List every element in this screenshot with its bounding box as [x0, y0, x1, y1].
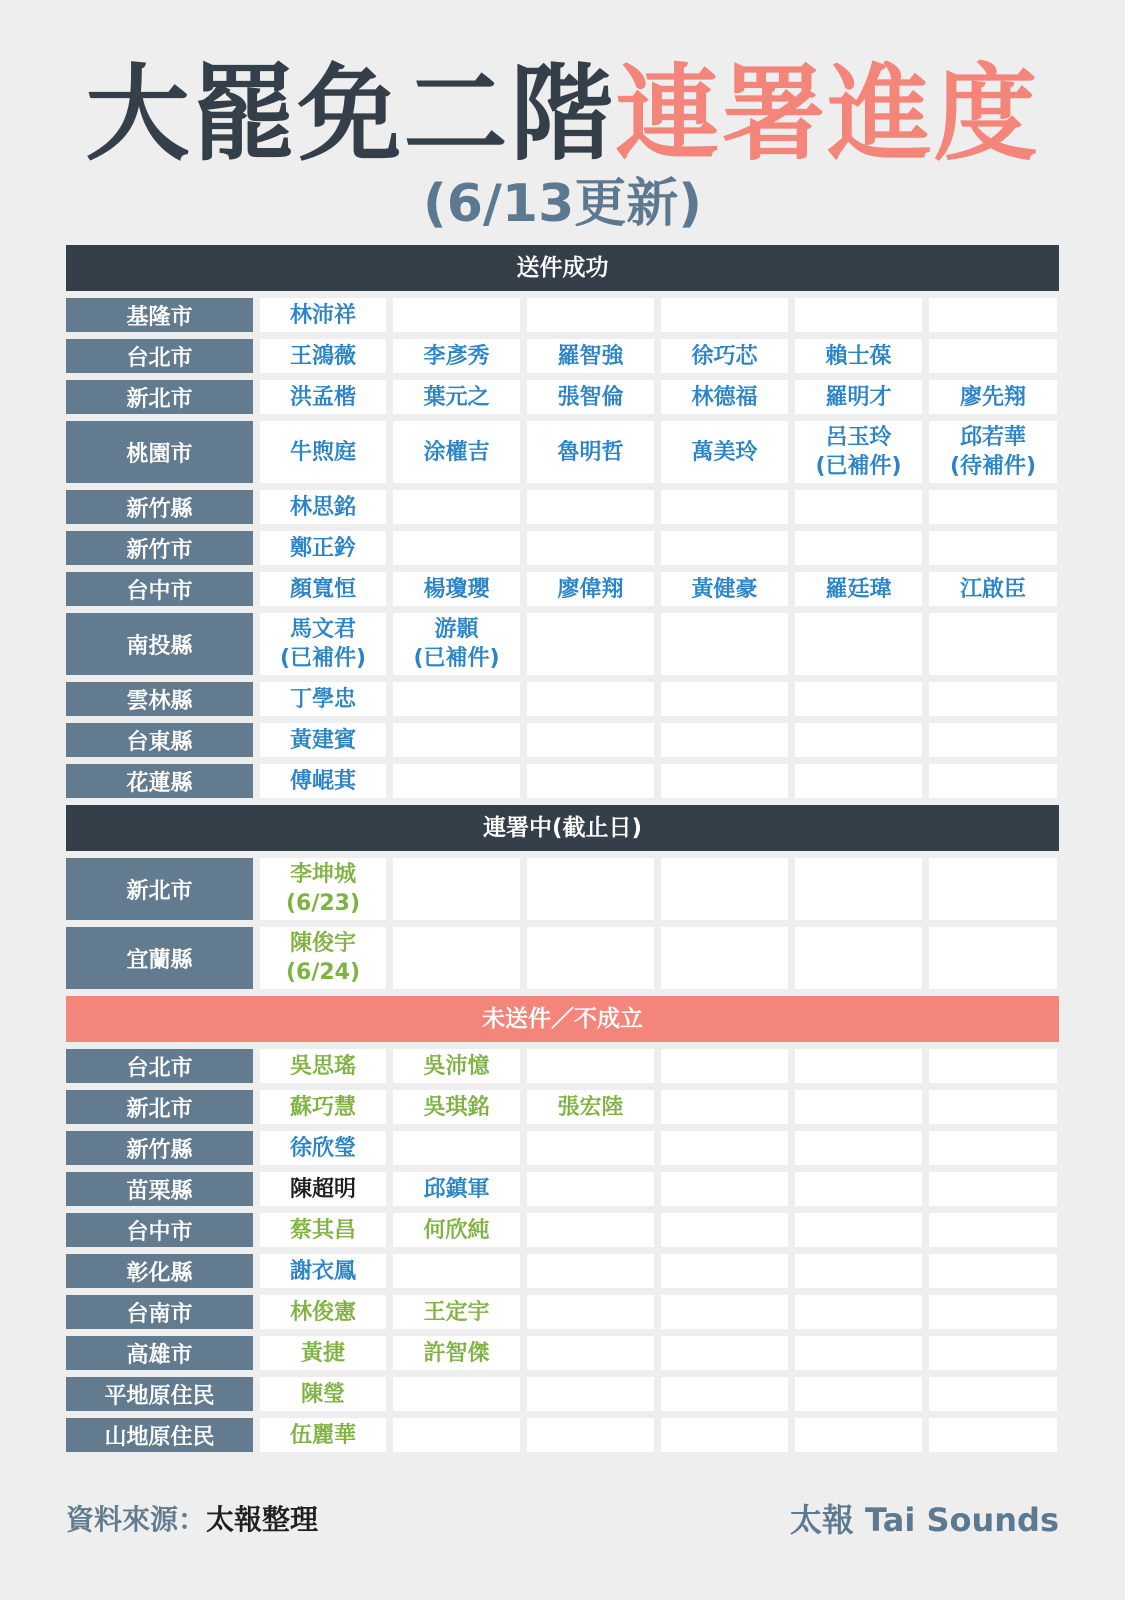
legislator-name-cell: 游顥 (已補件) — [393, 613, 520, 675]
empty-cell — [929, 339, 1057, 373]
empty-cell — [795, 723, 922, 757]
legislator-name-cell: 羅明才 — [795, 380, 922, 414]
empty-cell — [929, 927, 1057, 989]
section-header: 送件成功 — [66, 245, 1059, 291]
table-row — [66, 858, 1059, 920]
empty-cell — [527, 927, 654, 989]
title-part-1: 大罷免二階 — [85, 53, 616, 175]
empty-cell — [929, 1049, 1057, 1083]
empty-cell — [795, 1295, 922, 1329]
empty-cell — [929, 1172, 1057, 1206]
legislator-name-cell: 林思銘 — [260, 490, 386, 524]
empty-cell — [527, 1213, 654, 1247]
table-row — [66, 339, 1059, 373]
table-row — [66, 1336, 1059, 1370]
region-label: 雲林縣 — [66, 682, 253, 716]
table-row — [66, 1131, 1059, 1165]
progress-table — [66, 245, 1059, 1459]
brand-logo: 太報 Tai Sounds — [789, 1501, 1059, 1539]
empty-cell — [929, 613, 1057, 675]
table-row — [66, 380, 1059, 414]
legislator-name-cell: 陳瑩 — [260, 1377, 386, 1411]
legislator-name-cell: 丁學忠 — [260, 682, 386, 716]
region-label: 新北市 — [66, 1090, 253, 1124]
empty-cell — [527, 298, 654, 332]
legislator-name-cell: 吳琪銘 — [393, 1090, 520, 1124]
legislator-name-cell: 張智倫 — [527, 380, 654, 414]
legislator-name-cell: 張宏陸 — [527, 1090, 654, 1124]
region-label: 桃園市 — [66, 421, 253, 483]
legislator-name-cell: 伍麗華 — [260, 1418, 386, 1452]
empty-cell — [527, 613, 654, 675]
empty-cell — [661, 1172, 788, 1206]
table-row — [66, 1377, 1059, 1411]
empty-cell — [527, 1377, 654, 1411]
empty-cell — [393, 723, 520, 757]
empty-cell — [929, 1377, 1057, 1411]
legislator-name-cell: 王鴻薇 — [260, 339, 386, 373]
empty-cell — [795, 682, 922, 716]
empty-cell — [661, 1254, 788, 1288]
legislator-name-cell: 徐巧芯 — [661, 339, 788, 373]
empty-cell — [393, 858, 520, 920]
empty-cell — [929, 1213, 1057, 1247]
empty-cell — [795, 1049, 922, 1083]
region-label: 平地原住民 — [66, 1377, 253, 1411]
source-note — [66, 1500, 318, 1540]
table-row — [66, 490, 1059, 524]
legislator-name-cell: 李彥秀 — [393, 339, 520, 373]
legislator-name-cell: 蔡其昌 — [260, 1213, 386, 1247]
empty-cell — [527, 723, 654, 757]
legislator-name-cell: 黃建賓 — [260, 723, 386, 757]
legislator-name-cell: 楊瓊瓔 — [393, 572, 520, 606]
empty-cell — [527, 1172, 654, 1206]
region-label: 基隆市 — [66, 298, 253, 332]
empty-cell — [661, 531, 788, 565]
empty-cell — [795, 1213, 922, 1247]
empty-cell — [661, 490, 788, 524]
legislator-name-cell: 傅崐萁 — [260, 764, 386, 798]
table-row — [66, 1295, 1059, 1329]
empty-cell — [929, 723, 1057, 757]
empty-cell — [393, 1131, 520, 1165]
empty-cell — [661, 1336, 788, 1370]
empty-cell — [661, 1090, 788, 1124]
legislator-name-cell: 江啟臣 — [929, 572, 1057, 606]
legislator-name-cell: 林俊憲 — [260, 1295, 386, 1329]
table-row — [66, 1254, 1059, 1288]
legislator-name-cell: 黃健豪 — [661, 572, 788, 606]
legislator-name-cell: 邱若華 (待補件) — [929, 421, 1057, 483]
empty-cell — [527, 1254, 654, 1288]
legislator-name-cell: 廖偉翔 — [527, 572, 654, 606]
empty-cell — [661, 1049, 788, 1083]
empty-cell — [929, 1131, 1057, 1165]
source-label: 資料來源： — [66, 1503, 207, 1536]
table-row — [66, 613, 1059, 675]
legislator-name-cell: 謝衣鳳 — [260, 1254, 386, 1288]
legislator-name-cell: 徐欣瑩 — [260, 1131, 386, 1165]
region-label: 台北市 — [66, 1049, 253, 1083]
empty-cell — [929, 1254, 1057, 1288]
region-label: 台中市 — [66, 1213, 253, 1247]
legislator-name-cell: 羅廷瑋 — [795, 572, 922, 606]
empty-cell — [929, 1090, 1057, 1124]
table-row — [66, 927, 1059, 989]
legislator-name-cell: 萬美玲 — [661, 421, 788, 483]
legislator-name-cell: 邱鎮軍 — [393, 1172, 520, 1206]
region-label: 新竹縣 — [66, 1131, 253, 1165]
empty-cell — [795, 298, 922, 332]
legislator-name-cell: 涂權吉 — [393, 421, 520, 483]
title-part-2: 連署進度 — [615, 53, 1040, 175]
empty-cell — [393, 1377, 520, 1411]
empty-cell — [393, 531, 520, 565]
empty-cell — [795, 1172, 922, 1206]
empty-cell — [527, 858, 654, 920]
empty-cell — [661, 764, 788, 798]
empty-cell — [661, 858, 788, 920]
empty-cell — [929, 1295, 1057, 1329]
region-label: 台東縣 — [66, 723, 253, 757]
table-row — [66, 298, 1059, 332]
table-row — [66, 1418, 1059, 1452]
region-label: 彰化縣 — [66, 1254, 253, 1288]
empty-cell — [661, 613, 788, 675]
region-label: 新北市 — [66, 380, 253, 414]
legislator-name-cell: 吳沛憶 — [393, 1049, 520, 1083]
empty-cell — [795, 1090, 922, 1124]
legislator-name-cell: 賴士葆 — [795, 339, 922, 373]
table-row — [66, 421, 1059, 483]
empty-cell — [661, 927, 788, 989]
legislator-name-cell: 陳俊宇 (6/24) — [260, 927, 386, 989]
region-label: 宜蘭縣 — [66, 927, 253, 989]
empty-cell — [393, 1418, 520, 1452]
legislator-name-cell: 林德福 — [661, 380, 788, 414]
region-label: 新竹縣 — [66, 490, 253, 524]
empty-cell — [527, 531, 654, 565]
empty-cell — [929, 298, 1057, 332]
empty-cell — [795, 490, 922, 524]
empty-cell — [795, 1254, 922, 1288]
legislator-name-cell: 魯明哲 — [527, 421, 654, 483]
section-header: 未送件／不成立 — [66, 996, 1059, 1042]
empty-cell — [929, 1418, 1057, 1452]
empty-cell — [795, 927, 922, 989]
legislator-name-cell: 吳思瑤 — [260, 1049, 386, 1083]
empty-cell — [929, 1336, 1057, 1370]
empty-cell — [795, 1336, 922, 1370]
empty-cell — [929, 682, 1057, 716]
empty-cell — [393, 298, 520, 332]
legislator-name-cell: 呂玉玲 (已補件) — [795, 421, 922, 483]
region-label: 苗栗縣 — [66, 1172, 253, 1206]
empty-cell — [661, 1418, 788, 1452]
region-label: 新北市 — [66, 858, 253, 920]
empty-cell — [527, 1418, 654, 1452]
table-row — [66, 531, 1059, 565]
empty-cell — [661, 723, 788, 757]
empty-cell — [527, 682, 654, 716]
table-row — [66, 682, 1059, 716]
empty-cell — [527, 764, 654, 798]
legislator-name-cell: 馬文君 (已補件) — [260, 613, 386, 675]
empty-cell — [929, 764, 1057, 798]
region-label: 台南市 — [66, 1295, 253, 1329]
legislator-name-cell: 李坤城 (6/23) — [260, 858, 386, 920]
empty-cell — [527, 1336, 654, 1370]
empty-cell — [661, 298, 788, 332]
region-label: 台北市 — [66, 339, 253, 373]
legislator-name-cell: 鄭正鈐 — [260, 531, 386, 565]
region-label: 南投縣 — [66, 613, 253, 675]
region-label: 高雄市 — [66, 1336, 253, 1370]
empty-cell — [795, 531, 922, 565]
empty-cell — [661, 1377, 788, 1411]
empty-cell — [527, 1295, 654, 1329]
empty-cell — [661, 682, 788, 716]
region-label: 花蓮縣 — [66, 764, 253, 798]
legislator-name-cell: 許智傑 — [393, 1336, 520, 1370]
table-row — [66, 764, 1059, 798]
legislator-name-cell: 林沛祥 — [260, 298, 386, 332]
legislator-name-cell: 陳超明 — [260, 1172, 386, 1206]
legislator-name-cell: 廖先翔 — [929, 380, 1057, 414]
empty-cell — [393, 764, 520, 798]
region-label: 新竹市 — [66, 531, 253, 565]
empty-cell — [661, 1213, 788, 1247]
legislator-name-cell: 葉元之 — [393, 380, 520, 414]
empty-cell — [527, 1131, 654, 1165]
legislator-name-cell: 顏寬恒 — [260, 572, 386, 606]
empty-cell — [795, 858, 922, 920]
empty-cell — [795, 1418, 922, 1452]
empty-cell — [929, 858, 1057, 920]
empty-cell — [795, 613, 922, 675]
table-row — [66, 1213, 1059, 1247]
empty-cell — [661, 1295, 788, 1329]
legislator-name-cell: 牛煦庭 — [260, 421, 386, 483]
table-row — [66, 1090, 1059, 1124]
table-row — [66, 1049, 1059, 1083]
legislator-name-cell: 王定宇 — [393, 1295, 520, 1329]
legislator-name-cell: 黃捷 — [260, 1336, 386, 1370]
region-label: 山地原住民 — [66, 1418, 253, 1452]
empty-cell — [795, 1377, 922, 1411]
update-date: (6/13更新) — [422, 174, 703, 234]
table-row — [66, 1172, 1059, 1206]
page-title — [0, 52, 1125, 177]
legislator-name-cell: 何欣純 — [393, 1213, 520, 1247]
table-row — [66, 572, 1059, 606]
empty-cell — [527, 1049, 654, 1083]
legislator-name-cell: 蘇巧慧 — [260, 1090, 386, 1124]
empty-cell — [661, 1131, 788, 1165]
empty-cell — [929, 490, 1057, 524]
empty-cell — [393, 682, 520, 716]
legislator-name-cell: 洪孟楷 — [260, 380, 386, 414]
empty-cell — [929, 531, 1057, 565]
section-header: 連署中(截止日) — [66, 805, 1059, 851]
empty-cell — [393, 927, 520, 989]
empty-cell — [393, 490, 520, 524]
source-value: 太報整理 — [206, 1503, 319, 1536]
empty-cell — [795, 1131, 922, 1165]
legislator-name-cell: 羅智強 — [527, 339, 654, 373]
table-row — [66, 723, 1059, 757]
empty-cell — [393, 1254, 520, 1288]
empty-cell — [527, 490, 654, 524]
empty-cell — [795, 764, 922, 798]
region-label: 台中市 — [66, 572, 253, 606]
